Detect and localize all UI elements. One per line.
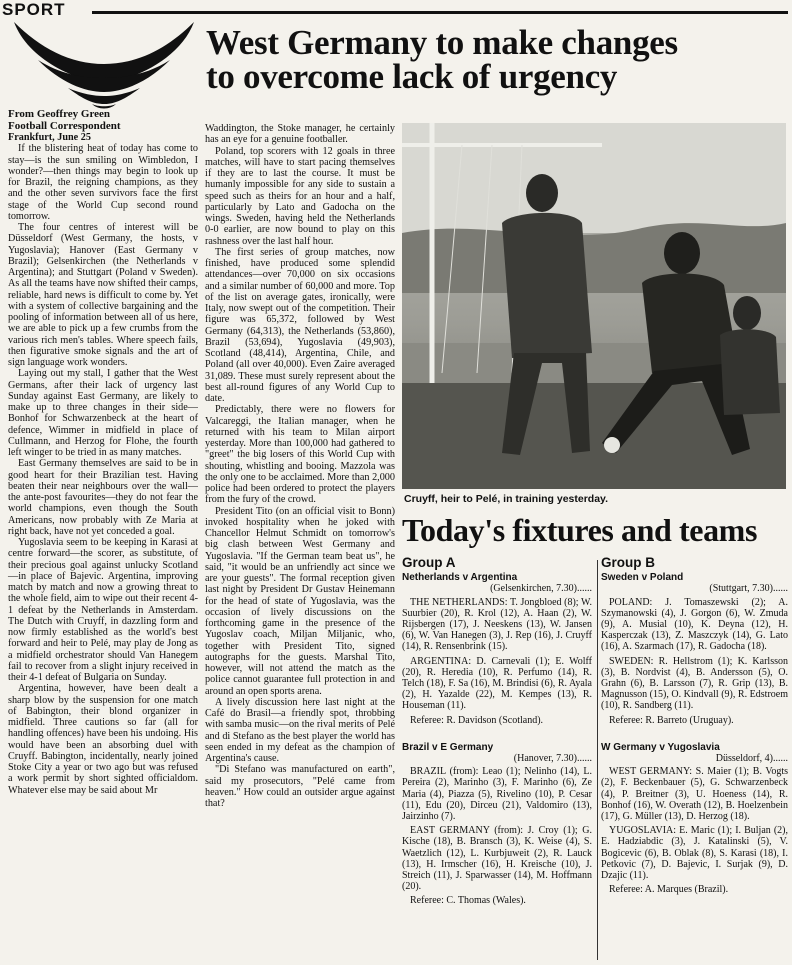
- article-paragraph: The four centres of interest will be Düsseldorf (West Germany, the hosts, v Yugoslavia); Hanover (East Germany v Brazil); Gelsenkirchen (the Netherlands v Argentina); and Stuttgart (Poland v Sweden). As all the teams have now shifted their camps, reliable, hard news is difficult to come by. Yet with a system of collective bargaining and the pooling of information between all of us here, we are able to pick up a few crumbs from the various rich men's tables. Where speech fails, then figurative smoke signals and the art of sign language work wonders.: [8, 222, 198, 368]
- photo-caption: Cruyff, heir to Pelé, in training yesterday.: [404, 493, 609, 505]
- group-a-label: Group A: [402, 555, 456, 570]
- section-rule: [92, 11, 788, 14]
- article-paragraph: President Tito (on an official visit to Bonn) invoked hospitality when he joked with Chancellor Helmut Schmidt on tomorrow's big clash between West Germany and Yugoslavia. "If the German team beat us", he said, "it would be an unfriendly act since we are your guests". The formal reception given last night by President Dr Gustav Heinemann for the head of state of Yugoslavia, was the occasion of lively discussions on the forthcoming game in the presence of the Yugoslav coach, Miljan Miljanic, who, together with President Tito, signed autographs for the guests. Marshal Tito, however, will not attend the match as the police cannot guarantee full protection in and around an open sports arena.: [205, 505, 395, 697]
- article-column-2: [205, 123, 395, 809]
- group-b-column: [601, 557, 788, 901]
- article-paragraph: "Di Stefano was manufactured on earth", said my prosecutors, "Pelé came from heaven." How could an outsider argue against that?: [205, 764, 395, 809]
- section-label: SPORT: [2, 0, 66, 19]
- match-title: W Germany v Yugoslavia: [601, 741, 720, 753]
- article-paragraph: East Germany themselves are said to be in good heart for their Brazilian test. Having beaten their near neighbours over the wall—the ante-post favourites—they do not fear the world champions, even though the South Americans, now probably with Ze Maria at right back, have not yet conceded a goal.: [8, 458, 198, 537]
- team-lineup: EAST GERMANY (from): J. Croy (1); G. Kische (18), B. Bransch (3), K. Weise (4), S. Waetzlich (12), L. Kurbjuweit (2), R. Lauck (13), H. Irmscher (16), H. Kreische (10), J. Streich (11), J. Sparwasser (14), M. Hoffmann (20).: [402, 825, 592, 893]
- article-paragraph: Waddington, the Stoke manager, he certainly has an eye for a genuine footballer.: [205, 123, 395, 146]
- article-paragraph: Poland, top scorers with 12 goals in three matches, will have to start pacing themselves if they are to last the course. It must be humanly impossible for any side to sustain a speed such as theirs for an hour and a half, particularly by Lato and Gadocha on the wings. Sweden, having held the Netherlands 0-0 earlier, are now bound to play on this rashness over the last half hour.: [205, 145, 395, 247]
- byline-role: Football Correspondent: [8, 120, 121, 132]
- headline-line-1: West Germany to make changes: [206, 23, 678, 62]
- match-venue: (Hanover, 7.30)......: [513, 753, 592, 765]
- referee: Referee: R. Barreto (Uruguay).: [609, 714, 734, 726]
- team-lineup: THE NETHERLANDS: T. Jongbloed (8); W. Suurbier (20), R. Krol (12), A. Haan (2), W. Rijsbergen (17), J. Neeskens (13), W. Jansen (6), W. Van Hanegen (3), J. Rep (16), J. Cruyff (14), R. Rensenbrink (15).: [402, 596, 592, 653]
- article-paragraph: A lively discussion here last night at the Café do Brasil—a friendly spot, throbbing with samba music—on the rival merits of Pelé and di Stefano as the best player the world has seen ended in my defeat as the champion of Argentina's cause.: [205, 696, 395, 764]
- team-lineup: WEST GERMANY: S. Maier (1); B. Vogts (2), F. Beckenbauer (5), G. Schwarzenbeck (4), P. Breitner (3), U. Hoeness (14), R. Bonhof (16), W. Overath (12), B. Hoelzenbein (17), G. Müller (13), D. Herzog (18).: [601, 766, 788, 823]
- group-a-column: [402, 557, 592, 913]
- photo-illustration: [402, 123, 786, 489]
- article-paragraph: The first series of group matches, now finished, have produced some splendid attendances—over 70,000 on six occasions and a similar number of 60,000 and more. Top of the list on average gates, ironically, were Italy, now swept out of the competition. Their figure was 65,372, followed by West Germany (64,313), the Netherlands (53,860), Brazil (53,694), Yugoslavia (49,903), Scotland (48,414), Argentina, Chile, and Poland (all over 40,000). Even Zaire averaged 31,089. These must surely represent about the best all-round figures of any World Cup to date.: [205, 246, 395, 404]
- team-lineup: SWEDEN: R. Hellstrom (1); K. Karlsson (3), B. Nordvist (4), B. Andersson (5), O. Grahn (6), B. Larsson (7), R. Grip (13), B. Magnusson (15), O. Kindvall (9), R. Edstroem (10), R. Sandberg (11).: [601, 655, 788, 712]
- world-cup-logo: [8, 20, 198, 112]
- referee: Referee: C. Thomas (Wales).: [410, 895, 526, 907]
- fixtures-title: Today's fixtures and teams: [402, 512, 757, 548]
- article-paragraph: Argentina, however, have been dealt a sharp blow by the suspension for one match of Babington, their blond organizer in midfield. Three cautions so far (all for handling offences) have been his undoing. His would have been an absorbing duel with Cruyff. Babington, incidentally, nearly joined Stoke City a year or two ago but was refused a work permit by short sighted officialdom. Whatever else may be said about Mr: [8, 683, 198, 796]
- team-lineup: POLAND: J. Tomaszewski (2); A. Szymanowski (4), J. Gorgon (6), W. Zmuda (9), A. Musial (10), K. Deyna (12), H. Kasperczak (13), Z. Maszczyk (14), G. Lato (16), A. Szarmach (17), R. Gadocha (18).: [601, 596, 788, 653]
- column-rule: [597, 560, 598, 960]
- match-title: Brazil v E Germany: [402, 741, 494, 753]
- headline-line-2: to overcome lack of urgency: [206, 57, 618, 96]
- dateline: Frankfurt, June 25: [8, 132, 91, 143]
- article-paragraph: If the blistering heat of today has come to stay—is the sun smiling on Wimbledon, I wonder?—then things may begin to look up for Brazil, the reigning champions, as they and the other seven survivors face the first stage of the World Cup second round tomorrow.: [8, 143, 198, 222]
- byline-name: From Geoffrey Green: [8, 108, 111, 120]
- match-venue: (Gelsenkirchen, 7.30)......: [490, 583, 592, 595]
- referee: Referee: R. Davidson (Scotland).: [410, 714, 544, 726]
- team-lineup: YUGOSLAVIA: E. Maric (1); I. Buljan (2), E. Hadziabdic (3), J. Katalinski (5), V. Bogicevic (6), B. Oblak (8), S. Karasi (18), I. Petkovic (7), D. Bajevic, I. Surjak (9), D. Dzajic (11).: [601, 825, 788, 882]
- match-title: Sweden v Poland: [601, 572, 684, 584]
- match-title: Netherlands v Argentina: [402, 572, 518, 584]
- group-b-label: Group B: [601, 555, 655, 570]
- training-photo: [402, 123, 786, 489]
- article-paragraph: Laying out my stall, I gather that the West Germans, after their lack of urgency last Sunday against East Germany, are likely to make up to three changes in their side—Bonhof for Schwarzenbeck at the heart of defence, Wimmer in midfield in place of Cullmann, and Herzog for Flohe, the fourth left winger to be tried in as many matches.: [8, 368, 198, 458]
- article-paragraph: Predictably, there were no flowers for Valcareggi, the Italian manager, when he returned with his team to Milan airport yesterday. More than 100,000 had gathered to "greet" the big losers of this World Cup with shouting, whistling and booing. Mazzola was the only one to be acclaimed. More than 2,000 police had been ordered to protect the players from the fury of the crowd.: [205, 404, 395, 506]
- team-lineup: BRAZIL (from): Leao (1); Nelinho (14), L. Pereira (2), Marinho (3), F. Marinho (6), Ze Maria (4), Piazza (5), Rivelino (10), P. Cesar (11), Edu (20), Dirceu (21), Valdomiro (13), Jairzinho (7).: [402, 766, 592, 823]
- article-paragraph: Yugoslavia seem to be keeping in Karasi at centre forward—the scorer, as substitute, of their precious goal against unlucky Scotland—in place of Bajevic. Argentina, improving match by match and now a growing threat to the whole field, aim to wipe out their recent 4-1 defeat by the Netherlands in Amsterdam. The Dutch with Cruyff, in dazzling form and now firmly established as the world's best forward and heir to Pelé, may play de Jong as a midfield orchestrator should Van Hanegem fail to recover from a slight injury received in their 4-1 defeat of Bulgaria on Sunday.: [8, 537, 198, 683]
- headline: [206, 23, 788, 96]
- match-venue: Düsseldorf, 4)......: [715, 753, 788, 765]
- article-column-1: [8, 108, 198, 796]
- referee: Referee: A. Marques (Brazil).: [609, 884, 729, 896]
- match-venue: (Stuttgart, 7.30)......: [709, 583, 788, 595]
- team-lineup: ARGENTINA: D. Carnevali (1); E. Wolff (20), R. Heredia (10), R. Perfumo (14), R. Telch (18), F. Sa (16), M. Brindisi (6), R. Ayala (2), H. Yazalde (22), M. Kempes (13), R. Houseman (11).: [402, 655, 592, 712]
